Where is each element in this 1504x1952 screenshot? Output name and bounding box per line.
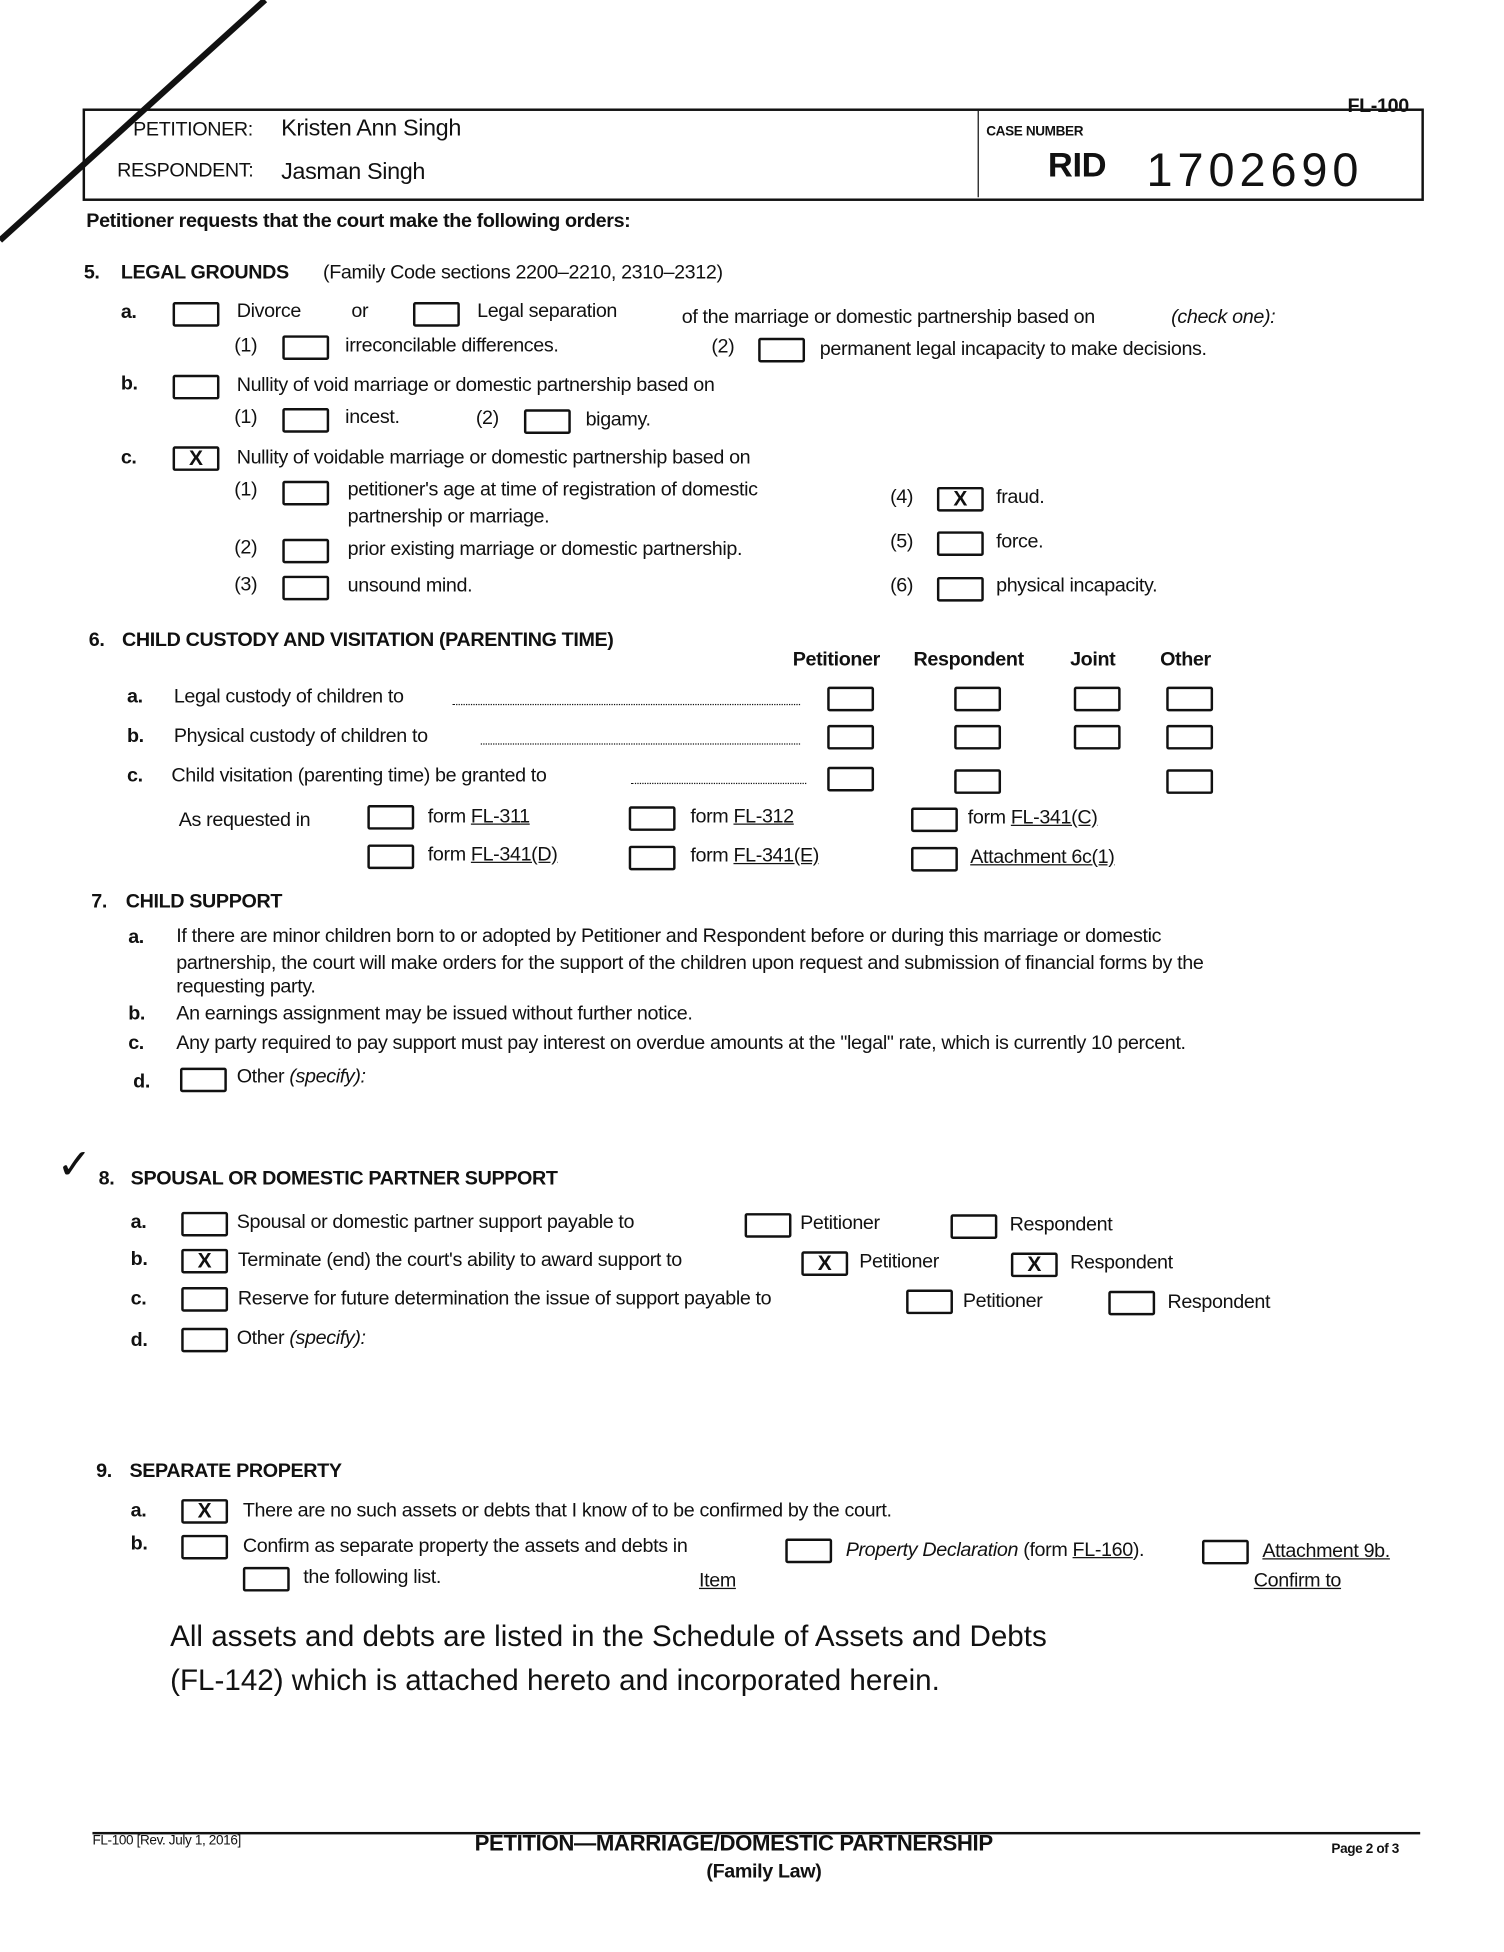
or-label: or bbox=[351, 300, 369, 322]
attachment-9b-checkbox[interactable] bbox=[1202, 1540, 1249, 1565]
voidable-checkbox[interactable]: X bbox=[173, 446, 220, 471]
fl341e-link[interactable]: FL-341(E) bbox=[733, 845, 819, 867]
fl341c-checkbox[interactable] bbox=[911, 807, 958, 832]
s9-num: 9. bbox=[96, 1460, 112, 1482]
form-label: form bbox=[690, 806, 729, 828]
attachment-6c1-link[interactable]: Attachment 6c(1) bbox=[970, 846, 1115, 868]
respondent-option-label: Respondent bbox=[1070, 1252, 1173, 1274]
form-label: (form bbox=[1023, 1539, 1068, 1561]
fl311-link[interactable]: FL-311 bbox=[470, 806, 530, 828]
s7c-text: Any party required to pay support must pay interest on overdue amounts at the "legal" rate, which is currently 10 percent. bbox=[176, 1033, 1186, 1055]
s7-title: CHILD SUPPORT bbox=[125, 891, 283, 913]
item-letter: a. bbox=[120, 302, 137, 323]
visitation-respondent-checkbox[interactable] bbox=[954, 769, 1001, 794]
age-label: petitioner's age at time of registration of domestic bbox=[347, 479, 758, 501]
petitioner-option-label: Petitioner bbox=[962, 1290, 1043, 1312]
item-letter: b. bbox=[120, 373, 138, 395]
attachment-9b-link[interactable]: Attachment 9b. bbox=[1262, 1541, 1390, 1562]
item-number: (5) bbox=[890, 531, 914, 553]
legal-custody-joint-checkbox[interactable] bbox=[1074, 687, 1121, 712]
terminate-support-checkbox[interactable]: X bbox=[181, 1249, 228, 1274]
case-number: 1702690 bbox=[1146, 145, 1364, 198]
footer-subtitle: (Family Law) bbox=[706, 1861, 822, 1883]
item-letter: b. bbox=[126, 726, 144, 748]
unsound-mind-label: unsound mind. bbox=[347, 575, 473, 597]
reserve-petitioner-checkbox[interactable] bbox=[906, 1290, 953, 1315]
no-assets-checkbox[interactable]: X bbox=[181, 1499, 228, 1524]
incest-checkbox[interactable] bbox=[282, 408, 329, 433]
void-checkbox[interactable] bbox=[173, 375, 220, 400]
s7a-line3: requesting party. bbox=[176, 976, 316, 998]
form-label: form bbox=[427, 806, 466, 828]
visitation-petitioner-checkbox[interactable] bbox=[827, 767, 874, 792]
reserve-support-label: Reserve for future determination the issue of support payable to bbox=[237, 1288, 772, 1310]
s7-num: 7. bbox=[91, 891, 107, 913]
item-letter: c. bbox=[130, 1288, 147, 1310]
s8-other-checkbox[interactable] bbox=[181, 1328, 228, 1353]
incapacity-label: permanent legal incapacity to make decisions. bbox=[819, 339, 1207, 360]
petitioner-option-label: Petitioner bbox=[800, 1213, 880, 1235]
age-checkbox[interactable] bbox=[282, 481, 329, 506]
divorce-checkbox[interactable] bbox=[173, 302, 220, 327]
following-list-label: the following list. bbox=[303, 1566, 441, 1588]
void-label: Nullity of void marriage or domestic partnership based on bbox=[236, 374, 715, 396]
fraud-checkbox[interactable]: X bbox=[937, 487, 984, 512]
fl312-link[interactable]: FL-312 bbox=[733, 806, 794, 828]
typed-statement-line2: (FL-142) which is attached hereto and incorporated herein. bbox=[170, 1664, 940, 1698]
irreconcilable-checkbox[interactable] bbox=[282, 335, 329, 360]
fl341c-link[interactable]: FL-341(C) bbox=[1010, 807, 1098, 829]
item-letter: d. bbox=[133, 1071, 150, 1093]
s8-num: 8. bbox=[98, 1168, 115, 1190]
form-revision: FL-100 [Rev. July 1, 2016] bbox=[92, 1833, 241, 1848]
item-number: (1) bbox=[234, 335, 258, 357]
caption-divider bbox=[978, 111, 979, 197]
spousal-support-label: Spousal or domestic partner support payable to bbox=[236, 1211, 635, 1233]
legal-custody-other-checkbox[interactable] bbox=[1166, 687, 1213, 712]
form-label-end: ). bbox=[1132, 1539, 1145, 1561]
form-label: form bbox=[967, 807, 1006, 829]
physical-incapacity-checkbox[interactable] bbox=[937, 577, 984, 602]
as-requested-label: As requested in bbox=[178, 809, 311, 831]
legal-separation-label: Legal separation bbox=[477, 300, 618, 322]
respondent-name: Jasman Singh bbox=[281, 159, 426, 185]
dot-leader bbox=[631, 783, 806, 784]
force-checkbox[interactable] bbox=[937, 531, 984, 556]
case-prefix: RID bbox=[1047, 145, 1107, 184]
spousal-support-respondent-checkbox[interactable] bbox=[950, 1214, 997, 1239]
terminate-support-label: Terminate (end) the court's ability to award support to bbox=[237, 1250, 682, 1272]
item-number: (1) bbox=[234, 406, 258, 428]
specify-label: (specify): bbox=[289, 1066, 366, 1088]
item-letter: d. bbox=[130, 1330, 148, 1352]
item-letter: c. bbox=[128, 1033, 144, 1055]
spousal-support-petitioner-checkbox[interactable] bbox=[745, 1213, 792, 1238]
item-number: (4) bbox=[890, 486, 914, 508]
s6-num: 6. bbox=[88, 629, 105, 651]
reserve-support-checkbox[interactable] bbox=[181, 1287, 228, 1312]
s5-title: LEGAL GROUNDS bbox=[120, 262, 289, 284]
item-number: (1) bbox=[234, 479, 258, 501]
form-label: form bbox=[690, 845, 729, 867]
legal-custody-respondent-checkbox[interactable] bbox=[954, 687, 1001, 712]
petitioner-label: PETITIONER: bbox=[133, 119, 253, 141]
unsound-mind-checkbox[interactable] bbox=[282, 576, 329, 601]
s6-title: CHILD CUSTODY AND VISITATION (PARENTING TIME) bbox=[122, 629, 614, 651]
confirm-to-column-label: Confirm to bbox=[1253, 1570, 1342, 1592]
irreconcilable-label: irreconcilable differences. bbox=[345, 335, 559, 357]
petitioner-option-label: Petitioner bbox=[859, 1251, 939, 1273]
attachment-6c1-checkbox[interactable] bbox=[911, 847, 958, 872]
specify-label: (specify): bbox=[289, 1327, 366, 1349]
form-label: form bbox=[427, 844, 466, 866]
footer-title: PETITION—MARRIAGE/DOMESTIC PARTNERSHIP bbox=[474, 1830, 993, 1856]
col-other: Other bbox=[1160, 649, 1211, 671]
s7a-line1: If there are minor children born to or adopted by Petitioner and Respondent before or during this marriage or domestic bbox=[176, 925, 1162, 947]
s9-title: SEPARATE PROPERTY bbox=[129, 1460, 342, 1482]
item-letter: a. bbox=[126, 686, 143, 708]
item-number: (2) bbox=[234, 537, 258, 559]
item-number: (3) bbox=[234, 574, 258, 596]
handwritten-checkmark: ✓ bbox=[56, 1141, 92, 1189]
check-one-note: (check one): bbox=[1171, 306, 1276, 328]
dot-leader bbox=[452, 704, 800, 705]
other-label: Other bbox=[236, 1327, 285, 1349]
s7b-text: An earnings assignment may be issued without further notice. bbox=[176, 1003, 693, 1025]
item-letter: b. bbox=[130, 1248, 148, 1270]
property-declaration-label: Property Declaration bbox=[845, 1539, 1019, 1561]
visitation-label: Child visitation (parenting time) be granted to bbox=[171, 765, 547, 787]
case-number-label: CASE NUMBER bbox=[986, 124, 1084, 140]
confirm-property-checkbox[interactable] bbox=[181, 1535, 228, 1560]
bigamy-label: bigamy. bbox=[585, 409, 651, 431]
item-number: (2) bbox=[475, 408, 499, 430]
physical-custody-petitioner-checkbox[interactable] bbox=[827, 725, 874, 750]
typed-statement-line1: All assets and debts are listed in the Schedule of Assets and Debts bbox=[170, 1619, 1047, 1654]
reserve-respondent-checkbox[interactable] bbox=[1108, 1291, 1155, 1316]
dot-leader bbox=[481, 743, 800, 744]
incest-label: incest. bbox=[345, 406, 400, 428]
fl341e-checkbox[interactable] bbox=[629, 846, 676, 871]
item-column-label: Item bbox=[698, 1570, 736, 1592]
no-assets-label: There are no such assets or debts that I know of to be confirmed by the court. bbox=[242, 1500, 892, 1522]
item-letter: a. bbox=[128, 927, 144, 949]
voidable-label: Nullity of voidable marriage or domestic partnership based on bbox=[236, 447, 751, 469]
fl160-link[interactable]: FL-160 bbox=[1072, 1539, 1133, 1561]
property-declaration-checkbox[interactable] bbox=[785, 1539, 832, 1564]
page-number: Page 2 of 3 bbox=[1331, 1841, 1399, 1857]
terminate-respondent-checkbox[interactable]: X bbox=[1011, 1253, 1058, 1278]
following-list-checkbox[interactable] bbox=[243, 1567, 290, 1592]
legal-custody-label: Legal custody of children to bbox=[173, 686, 404, 708]
divorce-label: Divorce bbox=[236, 300, 301, 322]
item-number: (6) bbox=[890, 575, 914, 597]
item-number: (2) bbox=[711, 336, 735, 358]
fl311-checkbox[interactable] bbox=[367, 805, 414, 830]
respondent-option-label: Respondent bbox=[1009, 1214, 1113, 1236]
age-label-cont: partnership or marriage. bbox=[347, 506, 550, 528]
item-letter: c. bbox=[126, 765, 143, 787]
item-letter: b. bbox=[130, 1533, 148, 1555]
s7-other-checkbox[interactable] bbox=[180, 1068, 227, 1093]
s5a-text: of the marriage or domestic partnership based on bbox=[681, 306, 1095, 328]
s8-title: SPOUSAL OR DOMESTIC PARTNER SUPPORT bbox=[130, 1168, 558, 1190]
col-respondent: Respondent bbox=[913, 649, 1024, 671]
s7a-line2: partnership, the court will make orders for the support of the children upon request and submission of financial forms by the bbox=[176, 952, 1204, 974]
fraud-label: fraud. bbox=[996, 486, 1045, 508]
fl341d-link[interactable]: FL-341(D) bbox=[470, 844, 558, 866]
physical-custody-label: Physical custody of children to bbox=[173, 726, 428, 748]
prior-marriage-checkbox[interactable] bbox=[282, 539, 329, 564]
confirm-property-label: Confirm as separate property the assets and debts in bbox=[242, 1536, 688, 1558]
item-letter: a. bbox=[130, 1500, 147, 1522]
physical-incapacity-label: physical incapacity. bbox=[996, 575, 1158, 597]
respondent-label: RESPONDENT: bbox=[117, 160, 254, 182]
other-label: Other bbox=[236, 1066, 285, 1088]
visitation-other-checkbox[interactable] bbox=[1166, 769, 1213, 794]
legal-separation-checkbox[interactable] bbox=[413, 302, 460, 327]
legal-custody-petitioner-checkbox[interactable] bbox=[827, 687, 874, 712]
s5-title-note: (Family Code sections 2200–2210, 2310–2312) bbox=[322, 262, 723, 284]
intro-text: Petitioner requests that the court make the following orders: bbox=[86, 210, 631, 232]
prior-marriage-label: prior existing marriage or domestic partnership. bbox=[347, 538, 743, 560]
item-letter: a. bbox=[130, 1211, 147, 1233]
fl341d-checkbox[interactable] bbox=[367, 844, 414, 869]
col-joint: Joint bbox=[1070, 649, 1116, 671]
col-petitioner: Petitioner bbox=[792, 649, 880, 671]
force-label: force. bbox=[996, 531, 1044, 553]
respondent-option-label: Respondent bbox=[1167, 1291, 1271, 1313]
item-letter: b. bbox=[128, 1003, 146, 1025]
terminate-petitioner-checkbox[interactable]: X bbox=[801, 1251, 848, 1276]
physical-custody-other-checkbox[interactable] bbox=[1166, 725, 1213, 750]
fl312-checkbox[interactable] bbox=[629, 806, 676, 831]
incapacity-checkbox[interactable] bbox=[758, 338, 805, 363]
physical-custody-joint-checkbox[interactable] bbox=[1074, 725, 1121, 750]
s5-num: 5. bbox=[83, 262, 100, 284]
spousal-support-checkbox[interactable] bbox=[181, 1212, 228, 1237]
physical-custody-respondent-checkbox[interactable] bbox=[954, 725, 1001, 750]
bigamy-checkbox[interactable] bbox=[524, 409, 571, 434]
petitioner-name: Kristen Ann Singh bbox=[281, 115, 462, 142]
item-letter: c. bbox=[120, 447, 137, 469]
form-id: FL-100 bbox=[1347, 96, 1409, 118]
